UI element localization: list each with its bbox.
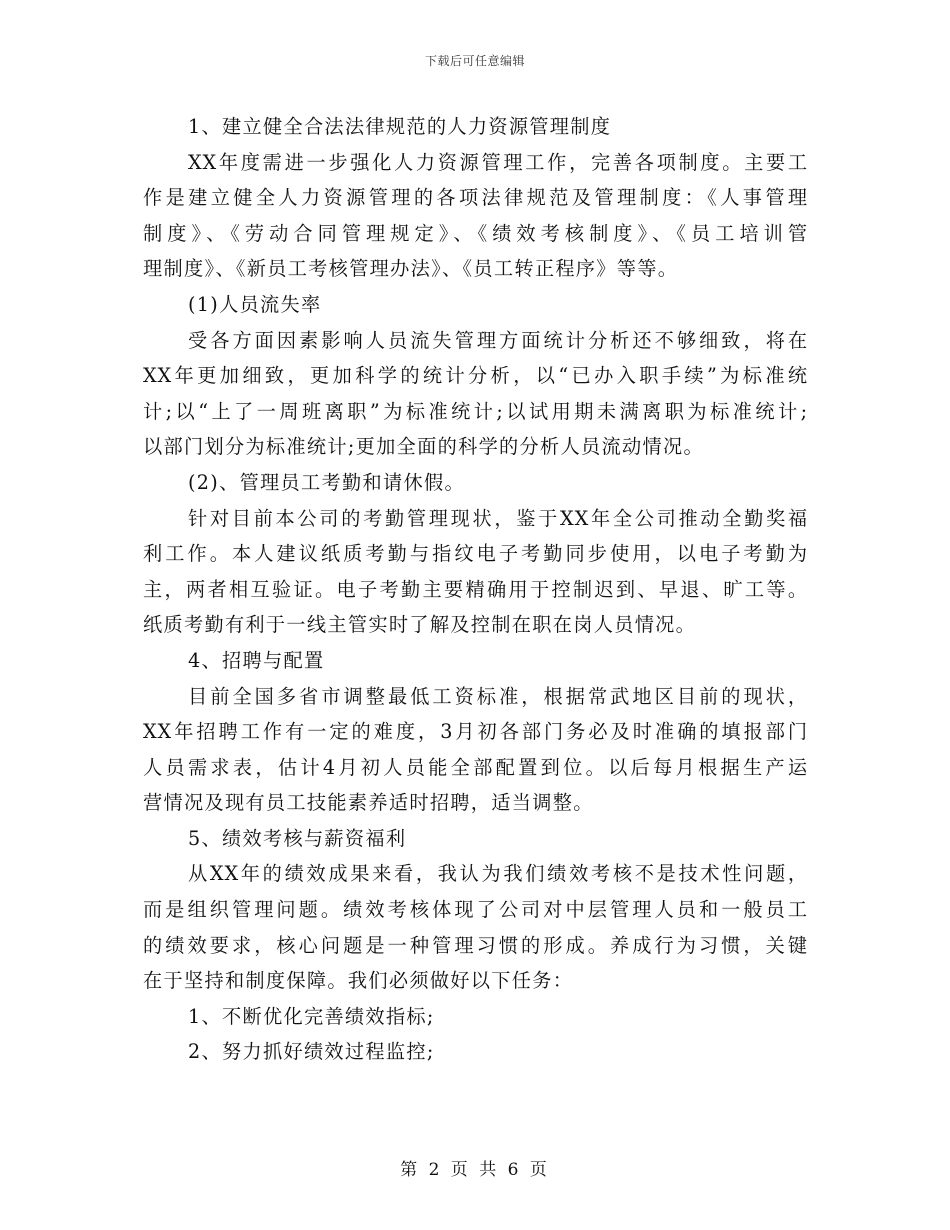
text-line: 从XX年的绩效成果来看，我认为我们绩效考核不是技术性问题， <box>188 862 808 886</box>
text-line: 4、招聘与配置 <box>188 648 325 672</box>
text-line: 的绩效要求，核心问题是一种管理习惯的形成。养成行为习惯，关键 <box>143 933 808 957</box>
text-line: 1、不断优化完善绩效指标; <box>188 1004 435 1028</box>
text-line: 针对目前本公司的考勤管理现状，鉴于XX年全公司推动全勤奖福 <box>188 506 808 530</box>
text-line: 1、建立健全合法法律规范的人力资源管理制度 <box>188 115 612 138</box>
text-line: 5、绩效考核与薪资福利 <box>188 826 407 850</box>
text-line: 作是建立健全人力资源管理的各项法律规范及管理制度：《人事管理 <box>143 186 808 210</box>
text-line: 主，两者相互验证。电子考勤主要精确用于控制迟到、早退、旷工等。 <box>143 577 808 601</box>
text-line: 以部门划分为标准统计;更加全面的科学的分析人员流动情况。 <box>143 435 704 459</box>
text-line: 人员需求表，估计4月初人员能全部配置到位。以后每月根据生产运 <box>143 755 808 779</box>
text-line: 理制度》、《新员工考核管理办法》、《员工转正程序》等等。 <box>143 257 679 281</box>
text-line: 在于坚持和制度保障。我们必须做好以下任务： <box>143 969 574 993</box>
text-line: 2、努力抓好绩效过程监控; <box>188 1040 435 1064</box>
text-line: 利工作。本人建议纸质考勤与指纹电子考勤同步使用，以电子考勤为 <box>143 542 808 566</box>
text-line: XX年度需进一步强化人力资源管理工作，完善各项制度。主要工 <box>188 150 808 174</box>
text-line: 受各方面因素影响人员流失管理方面统计分析还不够细致，将在 <box>188 328 808 352</box>
text-line: 而是组织管理问题。绩效考核体现了公司对中层管理人员和一般员工 <box>143 898 808 922</box>
text-line: XX年招聘工作有一定的难度，3月初各部门务必及时准确的填报部门 <box>143 720 808 744</box>
text-line: (1)人员流失率 <box>188 292 322 316</box>
text-line: 制度》、《劳动合同管理规定》、《绩效考核制度》、《员工培训管 <box>143 221 808 245</box>
page-header-note: 下载后可任意编辑 <box>424 54 525 68</box>
text-line: 营情况及现有员工技能素养适时招聘，适当调整。 <box>143 791 594 815</box>
document-body <box>143 109 808 1070</box>
text-line: 目前全国多省市调整最低工资标准，根据常武地区目前的现状， <box>188 684 808 708</box>
page-number-footer: 第 2 页 共 6 页 <box>400 1160 550 1180</box>
text-line: XX年更加细致，更加科学的统计分析，以“已办入职手续”为标准统 <box>143 364 808 388</box>
text-line: (2)、管理员工考勤和请休假。 <box>188 470 465 494</box>
text-line: 计;以“上了一周班离职”为标准统计;以试用期未满离职为标准统计; <box>143 399 808 423</box>
text-line: 纸质考勤有利于一线主管实时了解及控制在职在岗人员情况。 <box>143 613 697 637</box>
